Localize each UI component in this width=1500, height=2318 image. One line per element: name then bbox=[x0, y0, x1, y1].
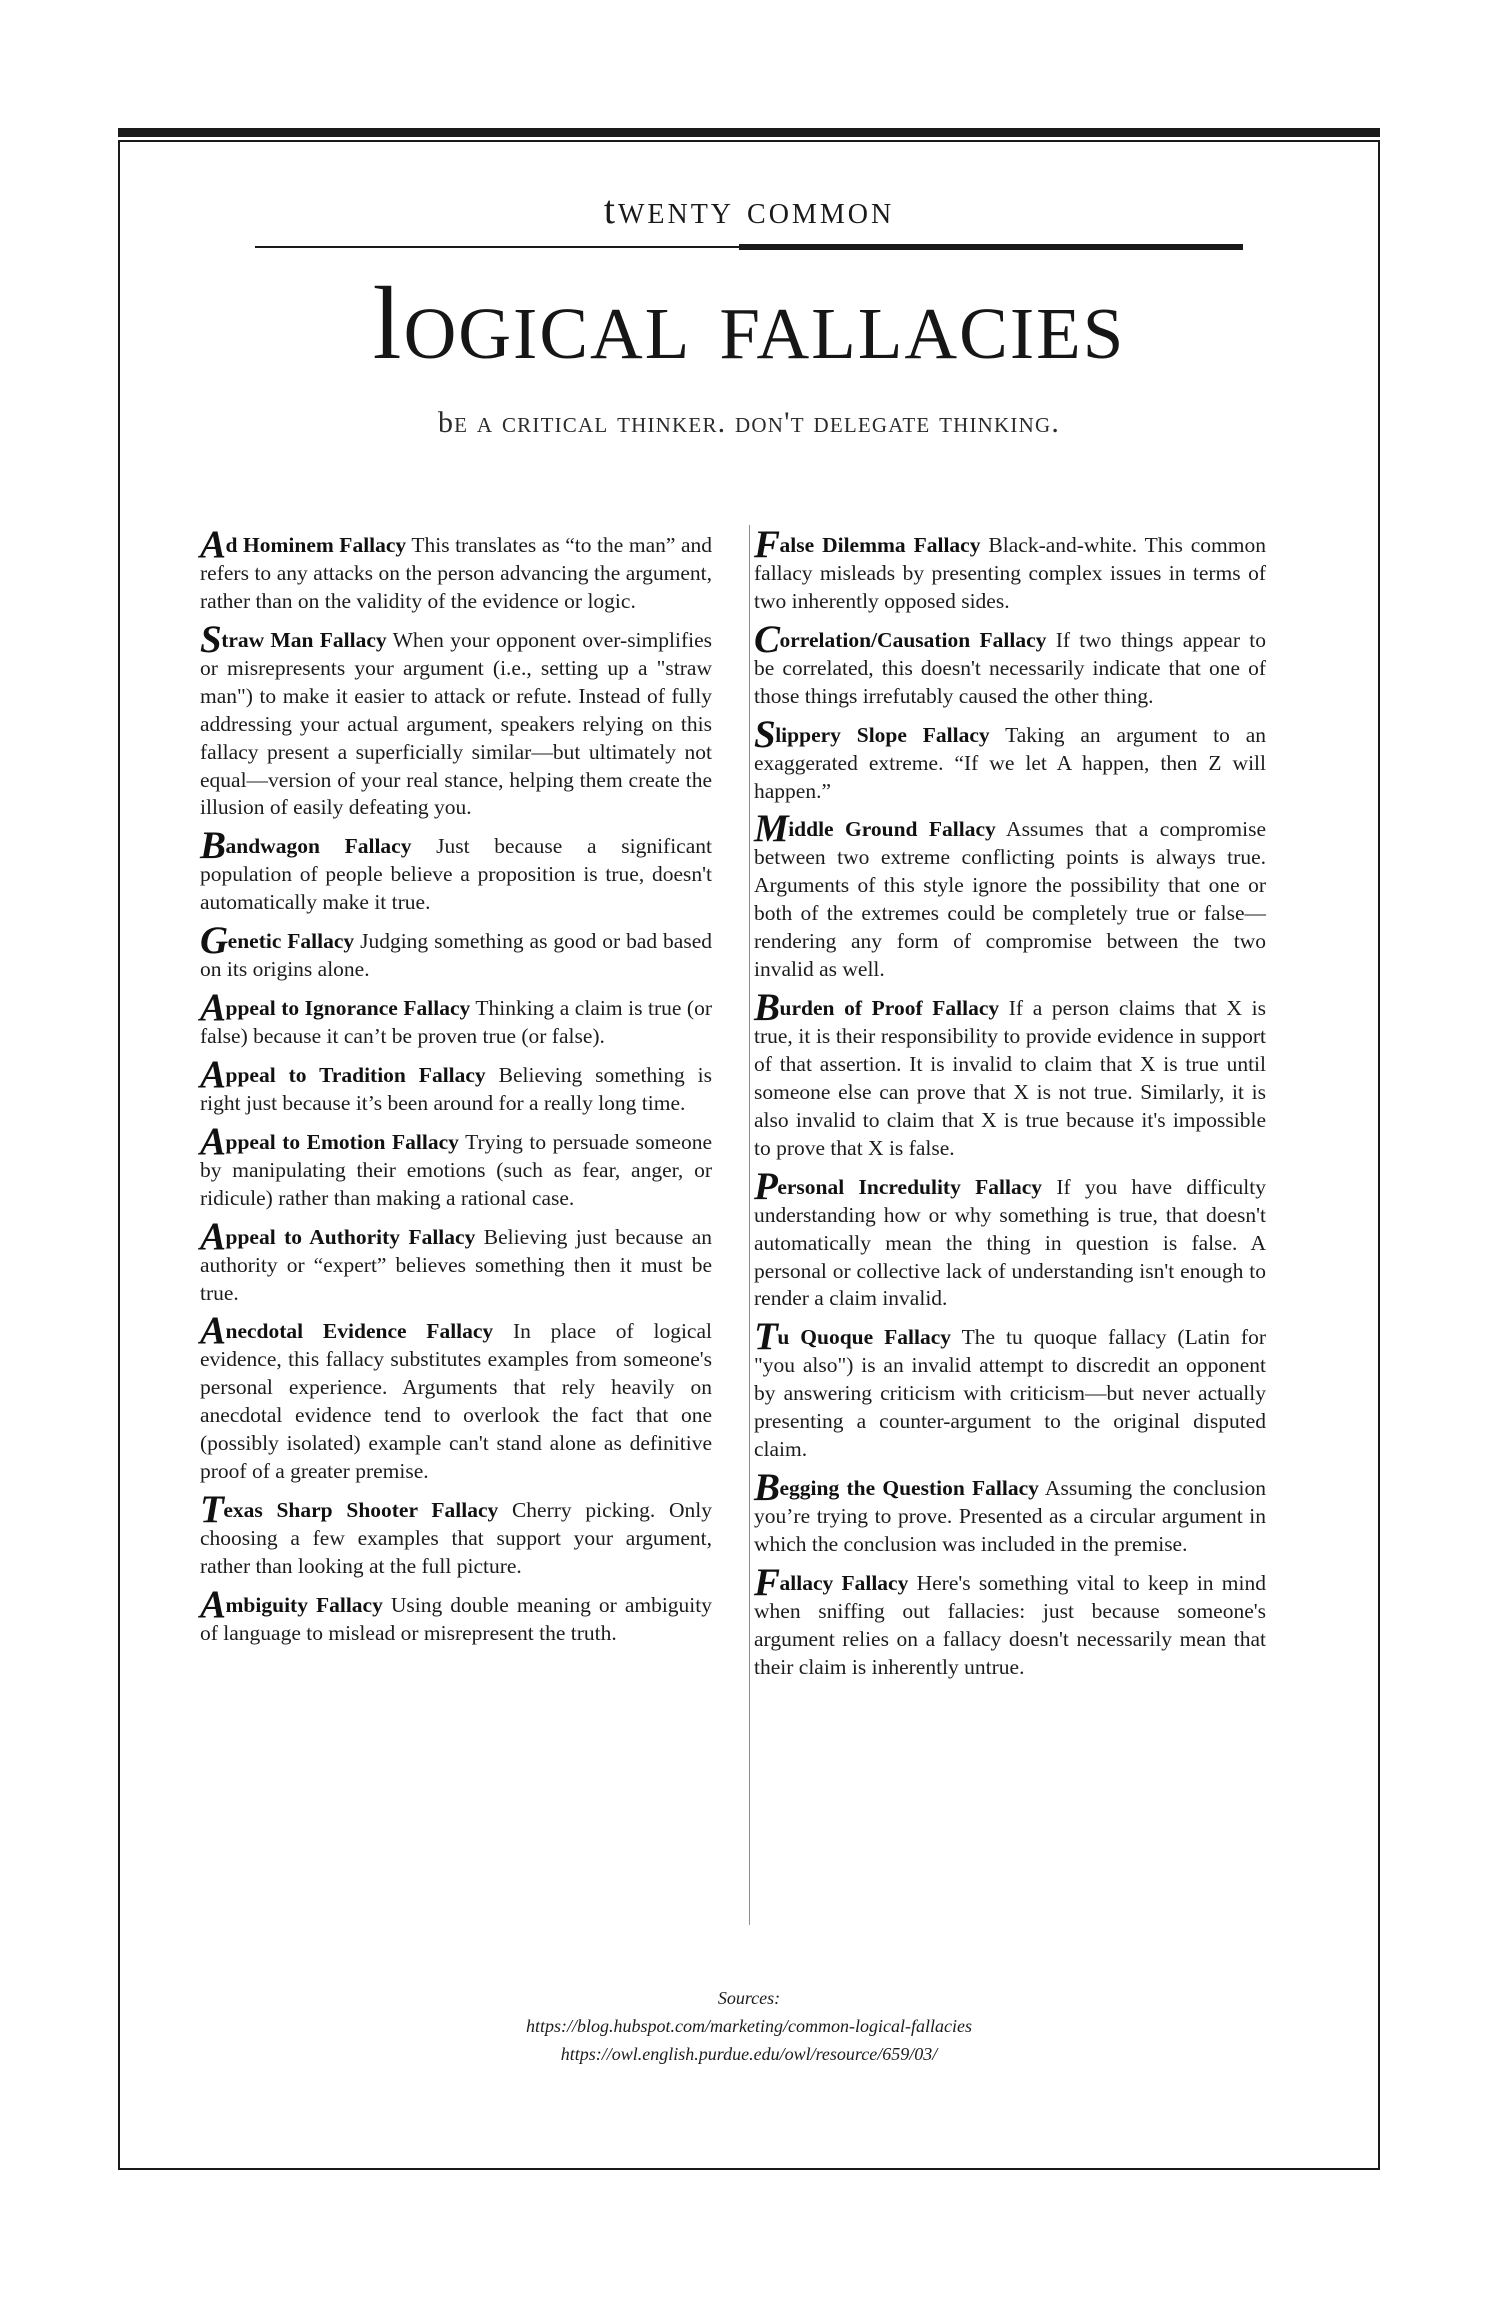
fallacy-drop-cap: B bbox=[200, 824, 226, 868]
fallacy-drop-cap: T bbox=[754, 1315, 778, 1359]
fallacy-drop-cap: G bbox=[200, 919, 228, 963]
fallacy-drop-cap: B bbox=[754, 1466, 780, 1510]
fallacy-entry bbox=[200, 1582, 713, 1648]
fallacy-name: necdotal Evidence Fallacy bbox=[225, 1319, 494, 1344]
fallacy-drop-cap: F bbox=[754, 1560, 780, 1604]
poster-header bbox=[118, 187, 1380, 440]
fallacy-drop-cap: S bbox=[754, 712, 776, 756]
source-link-2[interactable]: https://owl.english.purdue.edu/owl/resource/659/03/ bbox=[560, 2043, 938, 2064]
fallacy-drop-cap: A bbox=[200, 523, 226, 566]
fallacy-name: mbiguity Fallacy bbox=[225, 1592, 383, 1617]
source-link-1[interactable]: https://blog.hubspot.com/marketing/common-logical-fallacies bbox=[526, 2015, 972, 2036]
fallacy-name: d Hominem Fallacy bbox=[225, 533, 407, 557]
fallacy-drop-cap: P bbox=[754, 1164, 778, 1208]
fallacy-description: This translates as “to the man” and refers to any attacks on the person advancing the argument, rather than on the validity of the evidence or logic. bbox=[200, 533, 712, 613]
fallacy-description: Here's something vital to keep in mind when sniffing out fallacies: just because someone's argument relies on a fallacy doesn't necessarily mean that their claim is inherently untrue. bbox=[754, 1570, 1266, 1679]
fallacy-description: If you have difficulty understanding how or why something is true, that doesn't automatically mean the thing in question is false. A personal or collective lack of understanding isn't enough to render a claim invalid. bbox=[754, 1174, 1267, 1311]
fallacy-entry bbox=[200, 824, 712, 917]
fallacy-drop-cap: F bbox=[754, 523, 780, 566]
fallacy-name: ppeal to Tradition Fallacy bbox=[225, 1062, 486, 1087]
fallacy-description: Taking an argument to an exaggerated extreme. “If we let A happen, then Z will happen.” bbox=[754, 722, 1267, 803]
fallacy-entry bbox=[754, 1164, 1267, 1314]
fallacy-entry bbox=[200, 919, 712, 984]
fallacy-entry bbox=[754, 1466, 1267, 1559]
fallacy-name: egging the Question Fallacy bbox=[779, 1476, 1039, 1501]
fallacy-drop-cap: A bbox=[200, 1582, 226, 1626]
fallacy-name: exas Sharp Shooter Fallacy bbox=[223, 1498, 499, 1523]
fallacy-description: Assuming the conclusion you’re trying to prove. Presented as a circular argument in which the conclusion was included in the premise. bbox=[754, 1476, 1267, 1556]
fallacy-entry bbox=[754, 523, 1267, 616]
fallacy-drop-cap: A bbox=[200, 986, 226, 1030]
fallacy-drop-cap: A bbox=[200, 1119, 226, 1163]
fallacy-entry bbox=[754, 1560, 1266, 1682]
fallacy-entry bbox=[754, 986, 1266, 1163]
fallacy-columns bbox=[200, 523, 1300, 1682]
fallacy-name: ppeal to Emotion Fallacy bbox=[225, 1129, 459, 1154]
fallacy-description: When your opponent over-simplifies or misrepresents your argument (i.e., setting up a "straw man") to make it easier to attack or refute. Instead of fully addressing your actual argument, speakers relying on this fallacy present a superficially similar—but ultimately not equal—version of your real stance, helping them create the illusion of easily defeating you. bbox=[200, 627, 712, 820]
fallacy-name: enetic Fallacy bbox=[227, 929, 355, 954]
fallacy-entry bbox=[200, 1119, 712, 1213]
fallacy-column-left bbox=[200, 523, 713, 1682]
fallacy-column-right bbox=[754, 523, 1267, 1682]
header-rule-thick-segment bbox=[739, 244, 1243, 250]
fallacy-description: Trying to persuade someone by manipulating their emotions (such as fear, anger, or ridicule) rather than making a rational case. bbox=[200, 1129, 712, 1210]
fallacy-description: Believing just because an authority or “expert” believes something then it must be true. bbox=[200, 1224, 712, 1305]
frame-top-bar bbox=[118, 128, 1380, 137]
fallacy-description: If a person claims that X is true, it is their responsibility to provide evidence in support of that assertion. It is invalid to claim that X is true until someone else can prove that X is not true. Similarly, it is also invalid to claim that X is true because it's impossible to prove that X is false. bbox=[754, 996, 1266, 1160]
fallacy-name: ersonal Incredulity Fallacy bbox=[777, 1174, 1043, 1199]
eyebrow-heading: twenty common bbox=[603, 187, 895, 232]
fallacy-entry bbox=[200, 1052, 712, 1118]
fallacy-name: u Quoque Fallacy bbox=[777, 1325, 951, 1350]
sources-label: Sources: bbox=[717, 1988, 781, 2008]
page-title: logical fallacies bbox=[372, 266, 1126, 381]
fallacy-name: iddle Ground Fallacy bbox=[788, 817, 996, 842]
fallacy-drop-cap: A bbox=[200, 1214, 226, 1258]
fallacy-description: Black-and-white. This common fallacy misleads by presenting complex issues in terms of two inherently opposed sides. bbox=[754, 533, 1267, 613]
fallacy-name: allacy Fallacy bbox=[779, 1570, 909, 1595]
fallacy-name: traw Man Fallacy bbox=[221, 627, 387, 652]
fallacy-name: alse Dilemma Fallacy bbox=[779, 533, 981, 557]
fallacy-description: Believing something is right just because it’s been around for a really long time. bbox=[200, 1062, 712, 1115]
fallacy-drop-cap: B bbox=[754, 986, 780, 1030]
sources-footer bbox=[118, 1985, 1380, 2069]
fallacy-name: ppeal to Ignorance Fallacy bbox=[225, 996, 471, 1021]
fallacy-entry bbox=[754, 712, 1267, 806]
fallacy-drop-cap: A bbox=[200, 1052, 226, 1096]
fallacy-drop-cap: A bbox=[200, 1309, 226, 1353]
fallacy-description: Just because a significant population of people believe a proposition is true, doesn't automatically make it true. bbox=[200, 834, 712, 915]
fallacy-description: If two things appear to be correlated, this doesn't necessarily indicate that one of those things irrefutably caused the other thing. bbox=[754, 627, 1266, 708]
fallacy-description: In place of logical evidence, this fallacy substitutes examples from someone's personal experience. Arguments that rely heavily on anecdotal evidence tend to overlook the fact that one (possibly isolated) example can't stand alone as definitive proof of a greater premise. bbox=[200, 1319, 712, 1484]
fallacy-name: orrelation/Causation Fallacy bbox=[779, 627, 1047, 652]
fallacy-description: Assumes that a compromise between two extreme conflicting points is always true. Arguments of this style ignore the possibility that one or both of the extremes could be completely true or false—rendering any form of compromise between the two invalid as well. bbox=[754, 817, 1267, 982]
fallacy-entry bbox=[200, 1309, 712, 1486]
fallacy-name: ppeal to Authority Fallacy bbox=[225, 1224, 476, 1249]
fallacy-description: Thinking a claim is true (or false) because it can’t be proven true (or false). bbox=[200, 996, 712, 1048]
fallacy-name: andwagon Fallacy bbox=[225, 834, 412, 859]
fallacy-drop-cap: C bbox=[754, 617, 780, 661]
fallacy-entry bbox=[754, 1315, 1266, 1464]
fallacy-entry bbox=[200, 986, 712, 1051]
page-subtitle: be a critical thinker. don't delegate thinking. bbox=[437, 406, 1061, 439]
fallacy-entry bbox=[754, 617, 1266, 711]
fallacy-description: The tu quoque fallacy (Latin for "you also") is an invalid attempt to discredit an opponent by answering criticism with criticism—but never actually presenting a counter-argument to the original disputed claim. bbox=[754, 1325, 1266, 1462]
header-rule-thin-segment bbox=[255, 246, 739, 248]
fallacy-name: urden of Proof Fallacy bbox=[779, 996, 1000, 1021]
fallacy-description: Cherry picking. Only choosing a few examples that support your argument, rather than looking at the full picture. bbox=[200, 1498, 712, 1578]
fallacy-entry bbox=[200, 617, 712, 823]
fallacy-description: Using double meaning or ambiguity of language to mislead or misrepresent the truth. bbox=[200, 1592, 713, 1645]
fallacy-entry bbox=[200, 523, 712, 616]
header-rule bbox=[255, 244, 1243, 250]
fallacy-drop-cap: S bbox=[200, 617, 222, 661]
fallacy-drop-cap: M bbox=[754, 807, 789, 851]
fallacy-description: Judging something as good or bad based on its origins alone. bbox=[200, 929, 712, 982]
fallacy-entry bbox=[200, 1488, 712, 1581]
fallacy-drop-cap: T bbox=[200, 1488, 224, 1532]
fallacy-name: lippery Slope Fallacy bbox=[775, 722, 990, 747]
fallacy-entry bbox=[200, 1214, 712, 1308]
fallacy-entry bbox=[754, 807, 1267, 984]
